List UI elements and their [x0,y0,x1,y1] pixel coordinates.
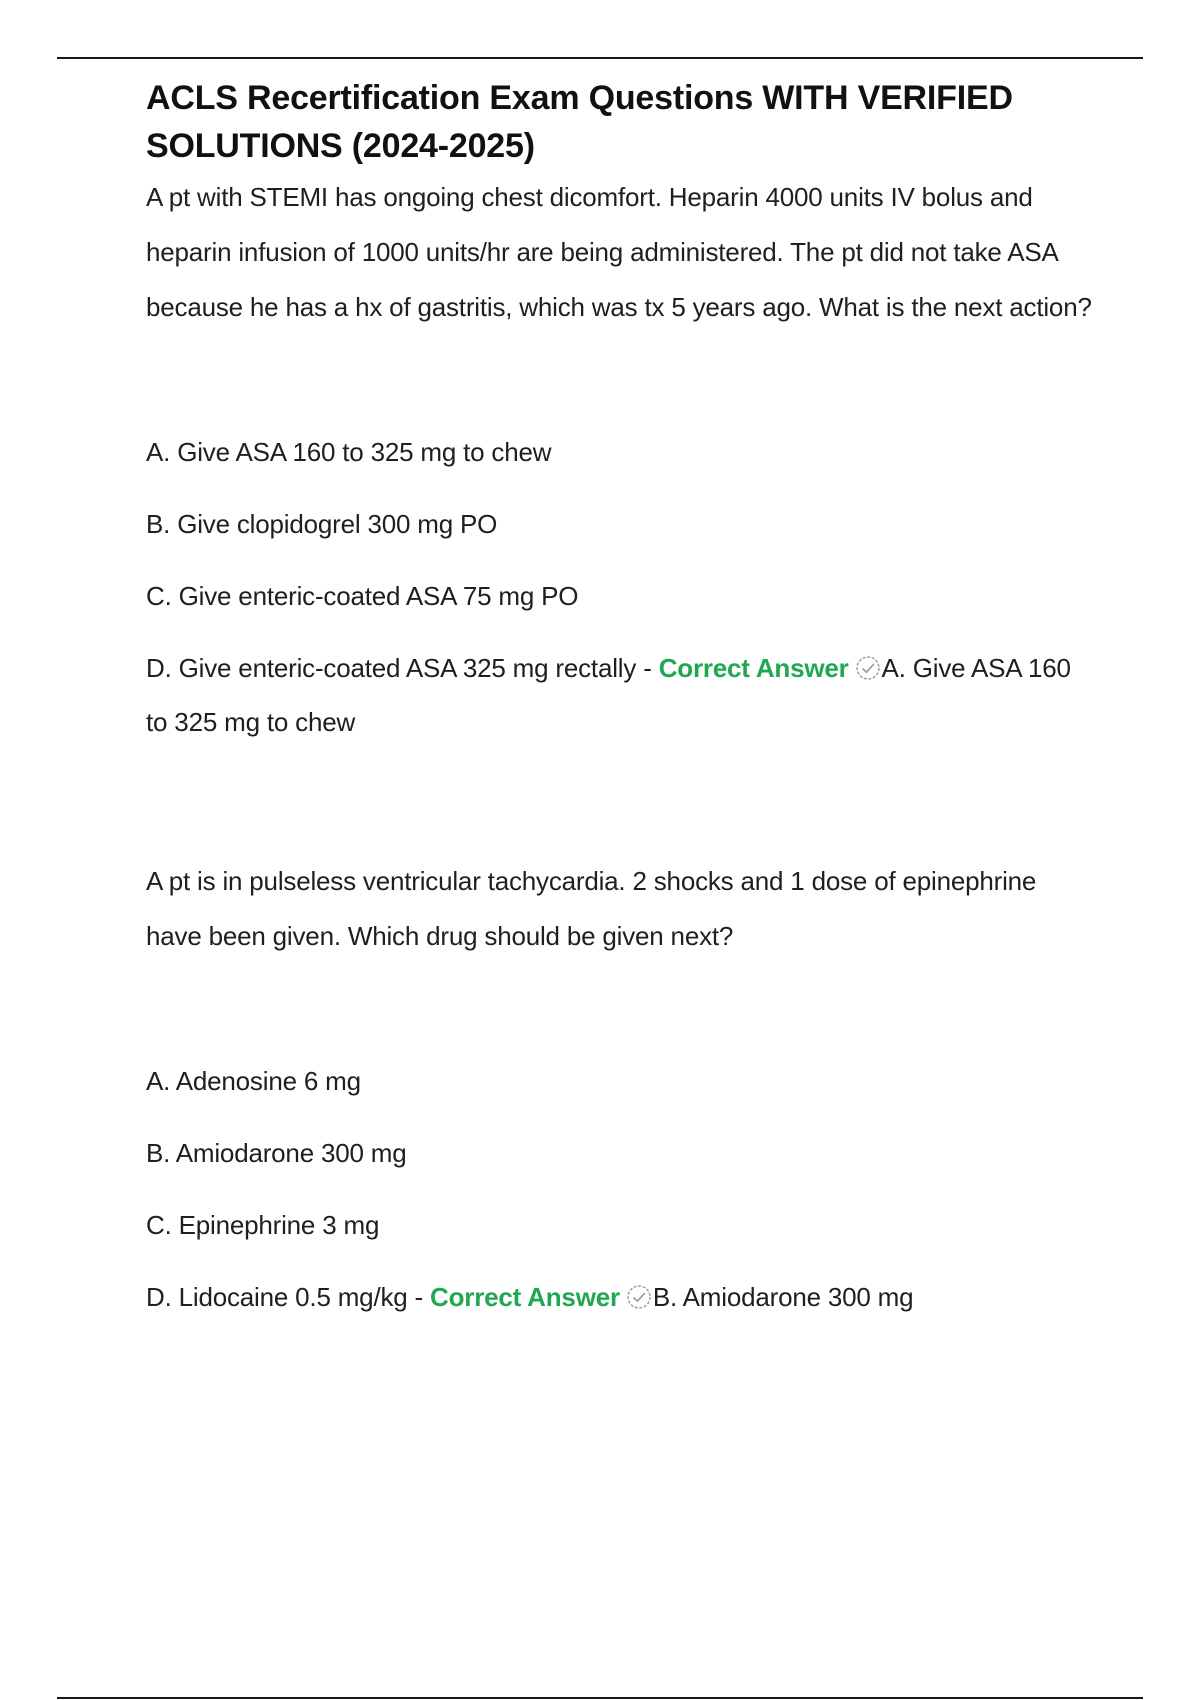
option-b: B. Give clopidogrel 300 mg PO [146,509,498,539]
option-a: A. Give ASA 160 to 325 mg to chew [146,437,552,467]
option-d: D. Give enteric-coated ASA 325 mg rectally - [146,653,659,683]
question-block-1 [146,170,1096,749]
option-d: D. Lidocaine 0.5 mg/kg - [146,1282,431,1312]
footer-rule [57,1697,1143,1699]
option-list [146,1054,1096,1324]
option-d-with-answer [146,1270,1096,1324]
option-c: C. Epinephrine 3 mg [146,1210,380,1240]
correct-answer-label: Correct Answer [430,1282,620,1312]
option-d-with-answer [146,641,1096,749]
document-title: ACLS Recertification Exam Questions WITH VERIFIED SOLUTIONS (2024-2025) [146,79,1013,165]
question-stem: A pt with STEMI has ongoing chest dicomfort. Heparin 4000 units IV bolus and heparin infusion of 1000 units/hr are being administered. The pt did not take ASA because he has a hx of gastritis, which was tx 5 years ago. What is the next action? [146,182,1092,322]
correct-answer-text: A. Give ASA 160 to 325 mg to chew [146,653,1071,737]
option-c: C. Give enteric-coated ASA 75 mg PO [146,581,579,611]
option-list [146,425,1096,749]
check-circle-icon [855,645,881,671]
correct-answer-label: Correct Answer [658,653,849,683]
document-body [146,74,1096,1324]
option-a: A. Adenosine 6 mg [146,1066,361,1096]
correct-answer-text: B. Amiodarone 300 mg [652,1282,914,1312]
question-block-2 [146,854,1096,1324]
header-rule [57,57,1143,59]
option-b: B. Amiodarone 300 mg [146,1138,407,1168]
check-circle-icon [626,1274,652,1300]
question-stem: A pt is in pulseless ventricular tachycardia. 2 shocks and 1 dose of epinephrine have been given. Which drug should be given next? [146,866,1037,951]
